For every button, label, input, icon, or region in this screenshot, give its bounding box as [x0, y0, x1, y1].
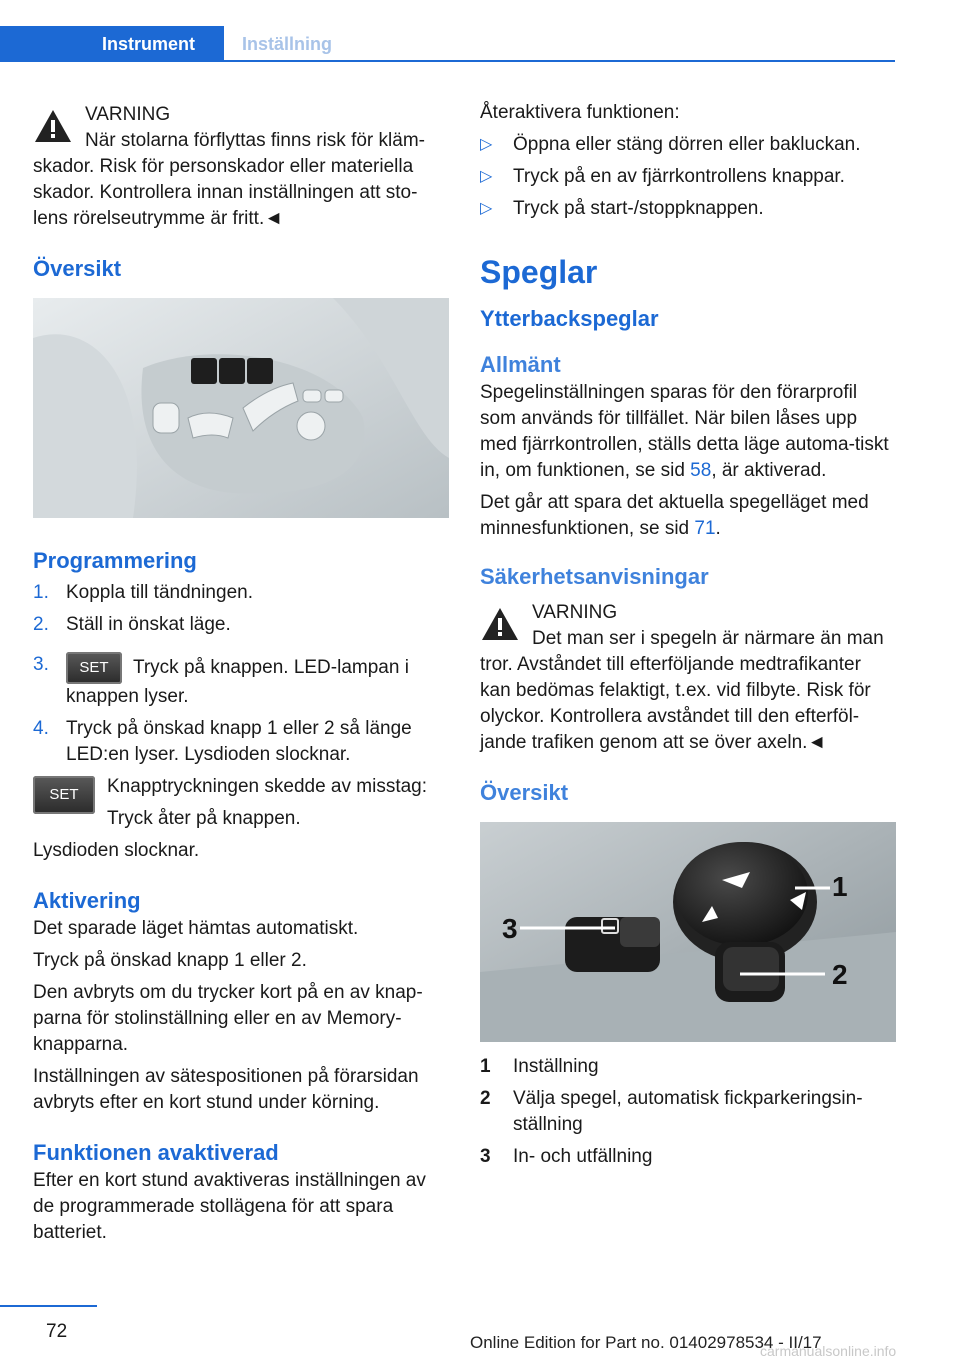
overview-heading: Översikt: [33, 256, 122, 281]
general-heading: Allmänt: [480, 352, 561, 377]
right-column: [480, 100, 896, 1176]
led-off-text: Lysdioden slocknar.: [33, 840, 200, 861]
activation-text: Inställningen av sätespositionen på förarsidan avbryts efter en kort stund under körning.: [33, 1066, 419, 1113]
general-text: Det går att spara det aktuella spegelläget med minnesfunktionen, se sid 71.: [480, 492, 869, 539]
triangle-bullet-icon: ▷: [480, 136, 493, 153]
set-button-icon: SET: [66, 652, 122, 684]
programming-heading: Programmering: [33, 548, 197, 573]
general-text: Spegelinställningen sparas för den förarprofil som används för tillfället. När bilen låses upp med fjärrkontrollen, ställs detta läge automa-tiskt in, om funktionen, se sid 58, är aktiverad.: [480, 382, 889, 481]
programming-steps: [33, 580, 449, 768]
set-button-icon: SET: [33, 776, 95, 814]
reactivate-list: [480, 132, 896, 222]
deactivated-text: Efter en kort stund avaktiveras inställningen av de programmerade stollägena för att spara batteriet.: [33, 1170, 426, 1243]
tab-instrument[interactable]: Instrument: [0, 26, 224, 62]
triangle-bullet-icon: ▷: [480, 168, 493, 185]
mirror-controls-photo: [480, 822, 896, 1042]
mirror-warning: [480, 598, 896, 756]
reactivate-intro: Återaktivera funktionen:: [480, 102, 680, 123]
page-number: 72: [46, 1321, 68, 1342]
mirror-legend: [480, 1054, 896, 1170]
warning-text: Det man ser i spegeln är närmare än man tror. Avståndet till efterföljande medtrafikanter kan bedömas felaktigt, t.ex. vid filbyte. Risk för olyckor. Kontrollera avståndet till den efterföl-jande trafiken genom att se över axeln.◄: [480, 628, 884, 753]
safety-heading: Säkerhetsanvisningar: [480, 564, 709, 589]
list-item: ▷ Öppna eller stäng dörren eller bakluckan.: [480, 132, 896, 158]
page-link[interactable]: 71: [694, 518, 716, 539]
warning-title: VARNING: [532, 602, 618, 623]
warning-title: VARNING: [85, 104, 171, 125]
list-item: 1 Inställning: [480, 1056, 599, 1077]
activation-text: Den avbryts om du trycker kort på en av knap-parna för stolinställning eller en av Memory-knapparna.: [33, 982, 423, 1055]
list-item: ▷ Tryck på start-/stoppknappen.: [480, 196, 896, 222]
activation-text: Tryck på önskad knapp 1 eller 2.: [33, 950, 307, 971]
watermark: carmanualsonline.info: [760, 1343, 897, 1359]
list-item: 3. SET Tryck på knappen. LED-lampan i knappen lyser.: [33, 654, 409, 707]
warning-icon: [480, 606, 520, 642]
edition-text: Online Edition for Part no. 01402978534 - II/17: [470, 1333, 822, 1352]
list-item: 4. Tryck på önskad knapp 1 eller 2 så länge LED:en lyser. Lysdioden slocknar.: [33, 718, 412, 765]
mirrors-heading: Speglar: [480, 254, 598, 290]
list-item: ▷ Tryck på en av fjärrkontrollens knappar.: [480, 164, 896, 190]
callout-3: 3: [502, 913, 518, 944]
list-item: 1. Koppla till tändningen.: [33, 582, 253, 603]
warning-icon: [33, 108, 73, 144]
mistake-note: SET Knapptryckningen skedde av misstag: Tryck åter på knappen.: [33, 774, 449, 832]
footer-rule: [0, 1305, 97, 1307]
list-item: 3 In- och utfällning: [480, 1146, 653, 1167]
left-column: [33, 100, 449, 1246]
seat-controls-photo: [33, 298, 449, 518]
list-item: 2. Ställ in önskat läge.: [33, 614, 231, 635]
seat-warning: [33, 100, 449, 232]
seat-controls-illustration: [33, 298, 449, 518]
activation-heading: Aktivering: [33, 888, 141, 913]
tab-installning[interactable]: Inställning: [242, 34, 332, 54]
triangle-bullet-icon: ▷: [480, 200, 493, 217]
header-tabbar: [0, 26, 895, 62]
exterior-mirrors-heading: Ytterbackspeglar: [480, 306, 659, 331]
callout-2: 2: [832, 959, 848, 990]
activation-text: Det sparade läget hämtas automatiskt.: [33, 918, 359, 939]
list-item: 2 Välja spegel, automatisk fickparkeringsin-ställning: [480, 1088, 863, 1135]
callout-1: 1: [832, 871, 848, 902]
mirror-overview-heading: Översikt: [480, 780, 569, 805]
header-rule: [0, 60, 895, 62]
deactivated-heading: Funktionen avaktiverad: [33, 1140, 279, 1165]
mirror-controls-illustration: [480, 822, 896, 1042]
warning-text: När stolarna förflyttas finns risk för kläm- skador. Risk för personskador eller materiella skador. Kontrollera innan inställningen att sto-lens rörelseutrymme är fritt.◄: [33, 130, 425, 229]
page-link[interactable]: 58: [690, 460, 712, 481]
